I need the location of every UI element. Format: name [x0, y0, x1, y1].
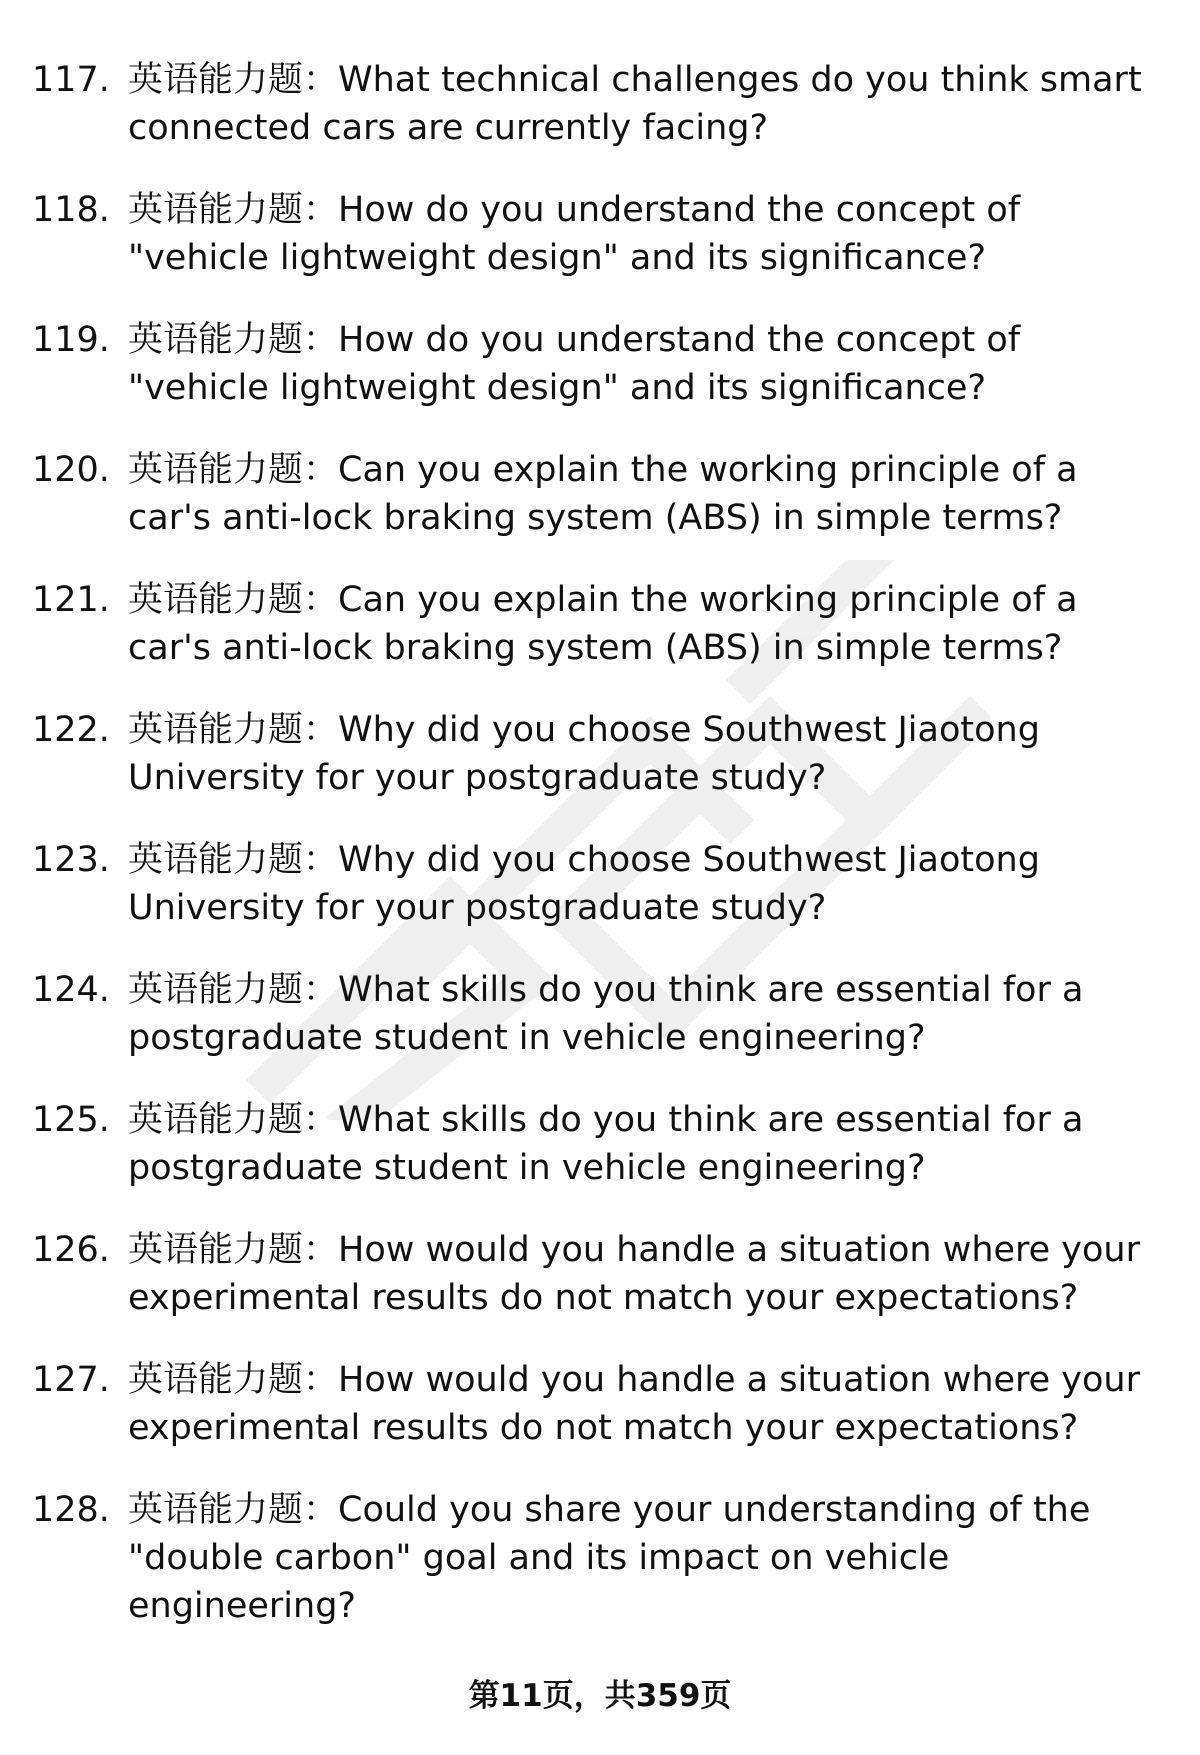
question-prefix: 英语能力题： [128, 840, 339, 880]
question-prefix: 英语能力题： [128, 1100, 339, 1140]
question-number: 117. [32, 60, 110, 100]
list-item [0, 1226, 1200, 1322]
question-number: 127. [32, 1360, 110, 1400]
question-number: 123. [32, 840, 110, 880]
question-text: Could you share your understanding of the "double carbon" goal and its impact on vehicle engineering? [128, 1490, 1091, 1626]
question-number: 119. [32, 320, 110, 360]
question-text-block [128, 446, 1168, 542]
list-item [0, 56, 1200, 152]
list-item [0, 1356, 1200, 1452]
question-text: What technical challenges do you think smart connected cars are currently facing? [128, 60, 1142, 148]
question-prefix: 英语能力题： [128, 190, 339, 230]
question-text-block [128, 1096, 1168, 1192]
question-text-block [128, 316, 1168, 412]
question-text: Why did you choose Southwest Jiaotong University for your postgraduate study? [128, 840, 1040, 928]
question-text: Why did you choose Southwest Jiaotong University for your postgraduate study? [128, 710, 1040, 798]
question-text-block [128, 966, 1168, 1062]
question-text: How would you handle a situation where your experimental results do not match your expectations? [128, 1360, 1141, 1448]
question-text: How do you understand the concept of "vehicle lightweight design" and its significance? [128, 190, 1021, 278]
question-prefix: 英语能力题： [128, 320, 339, 360]
question-number: 125. [32, 1100, 110, 1140]
list-item [0, 186, 1200, 282]
question-text: What skills do you think are essential for a postgraduate student in vehicle engineering? [128, 1100, 1084, 1188]
question-prefix: 英语能力题： [128, 1490, 339, 1530]
question-prefix: 英语能力题： [128, 1230, 339, 1270]
question-prefix: 英语能力题： [128, 710, 339, 750]
list-item [0, 1486, 1200, 1630]
page-footer: 第11页，共359页 [468, 1678, 732, 1714]
question-prefix: 英语能力题： [128, 1360, 339, 1400]
question-text-block [128, 186, 1168, 282]
question-text-block [128, 1486, 1168, 1630]
question-text-block [128, 706, 1168, 802]
list-item [0, 1096, 1200, 1192]
question-text-block [128, 56, 1168, 152]
question-text: How do you understand the concept of "vehicle lightweight design" and its significance? [128, 320, 1021, 408]
question-text-block [128, 1356, 1168, 1452]
question-number: 122. [32, 710, 110, 750]
question-number: 118. [32, 190, 110, 230]
list-item [0, 576, 1200, 672]
question-text: How would you handle a situation where your experimental results do not match your expectations? [128, 1230, 1141, 1318]
question-prefix: 英语能力题： [128, 60, 339, 100]
question-number: 126. [32, 1230, 110, 1270]
question-prefix: 英语能力题： [128, 450, 339, 490]
list-item [0, 836, 1200, 932]
question-prefix: 英语能力题： [128, 580, 339, 620]
question-number: 128. [32, 1490, 110, 1530]
question-text: Can you explain the working principle of a car's anti-lock braking system (ABS) in simple terms? [128, 580, 1078, 668]
list-item [0, 446, 1200, 542]
question-text-block [128, 576, 1168, 672]
question-prefix: 英语能力题： [128, 970, 339, 1010]
question-text-block [128, 1226, 1168, 1322]
list-item [0, 966, 1200, 1062]
question-list [0, 56, 1200, 1664]
question-number: 124. [32, 970, 110, 1010]
question-number: 120. [32, 450, 110, 490]
question-text: Can you explain the working principle of a car's anti-lock braking system (ABS) in simple terms? [128, 450, 1078, 538]
question-text: What skills do you think are essential for a postgraduate student in vehicle engineering? [128, 970, 1084, 1058]
question-text-block [128, 836, 1168, 932]
list-item [0, 706, 1200, 802]
question-number: 121. [32, 580, 110, 620]
list-item [0, 316, 1200, 412]
